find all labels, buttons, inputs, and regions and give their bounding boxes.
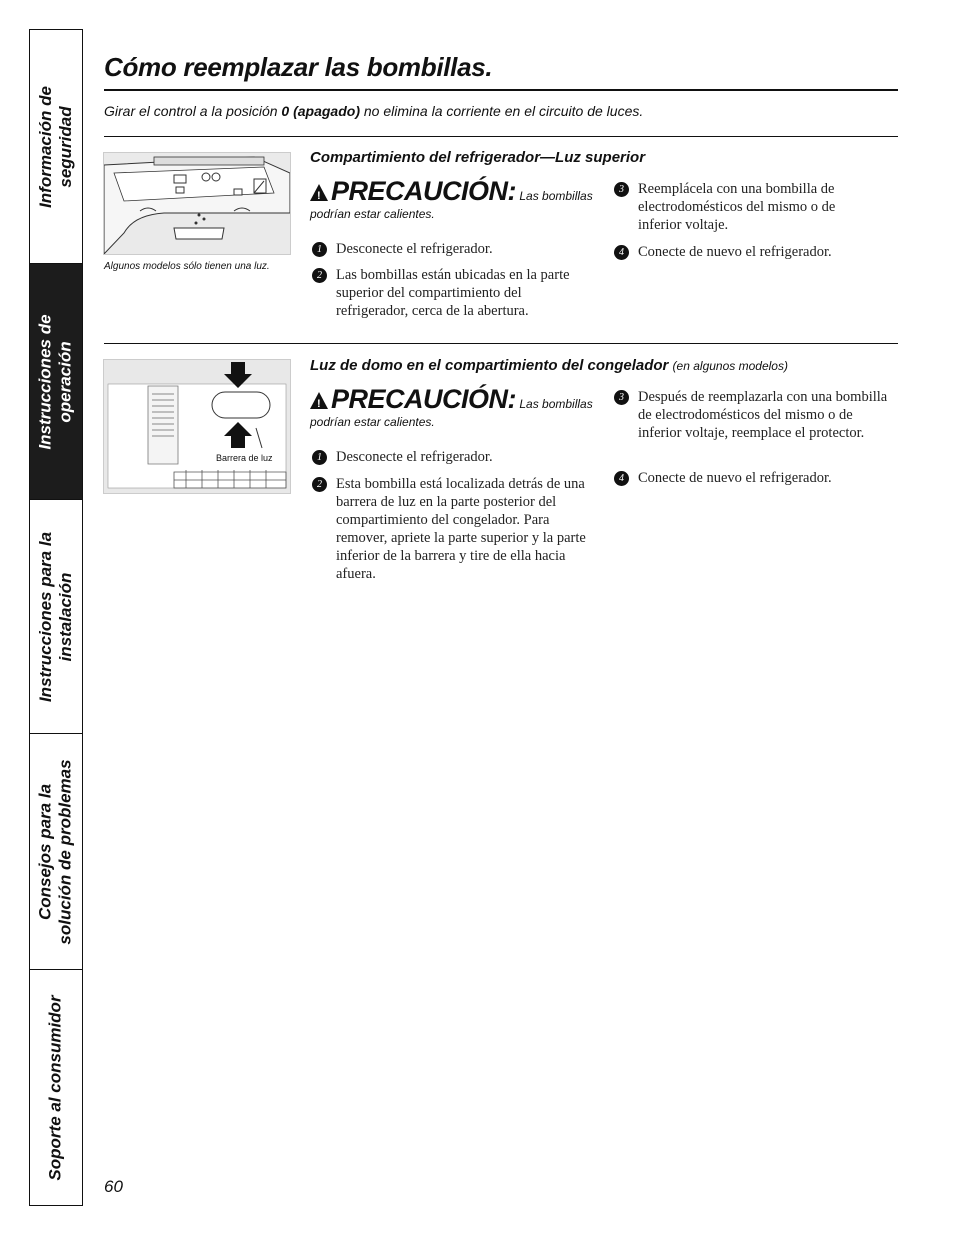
step-item <box>614 469 890 487</box>
warning-icon <box>310 184 328 201</box>
step-text: Conecte de nuevo el refrigerador. <box>638 244 832 260</box>
intro-before: Girar el control a la posición <box>104 103 282 119</box>
figure-caption: Algunos modelos sólo tienen una luz. <box>104 261 270 272</box>
intro-bold: 0 (apagado) <box>281 103 360 119</box>
step-number-icon: 1 <box>312 242 327 257</box>
caution-block <box>310 176 595 223</box>
tab-label-line: Instrucciones para la <box>36 531 56 702</box>
caution-word: PRECAUCIÓN: <box>331 384 517 414</box>
intro-after: no elimina la corriente en el circuito de luces. <box>360 103 644 119</box>
tab-label-line: solución de problemas <box>56 758 75 945</box>
title-rule <box>104 89 898 91</box>
step-text: Desconecte el refrigerador. <box>336 449 493 465</box>
step-item <box>614 243 872 261</box>
warning-icon <box>310 392 328 409</box>
tab-label <box>46 995 66 1180</box>
tab-soporte-consumidor[interactable] <box>30 970 82 1205</box>
caution-text: Las bombillas <box>519 397 593 411</box>
freezer-light-illustration <box>104 360 290 493</box>
caution-word: PRECAUCIÓN: <box>331 176 517 206</box>
freezer-dome-light-figure <box>103 359 291 494</box>
step-number-icon: 4 <box>614 245 629 260</box>
tab-label-line: Consejos para la <box>36 783 55 920</box>
step-item <box>614 180 872 234</box>
tab-label <box>36 86 76 208</box>
step-text: Las bombillas están ubicadas en la parte superior del compartimiento del refrigerador, cerca de la abertura. <box>336 267 570 319</box>
caution-block <box>310 384 595 431</box>
tab-label <box>36 314 76 449</box>
tab-instrucciones-instalacion[interactable] <box>30 500 82 734</box>
caution-text: podrían estar calientes. <box>310 415 435 429</box>
step-number-icon: 2 <box>312 477 327 492</box>
section-heading-text: Luz de domo en el compartimiento del congelador <box>310 357 669 374</box>
page-number: 60 <box>104 1177 123 1196</box>
section-divider <box>104 343 898 344</box>
step-number-icon: 3 <box>614 390 629 405</box>
step-number-icon: 4 <box>614 471 629 486</box>
side-tabs <box>29 29 83 1206</box>
step-text: Reemplácela con una bombilla de electrodomésticos del mismo o de inferior voltaje. <box>638 181 836 233</box>
tab-informacion-seguridad[interactable] <box>30 30 82 264</box>
caution-text: Las bombillas <box>519 189 593 203</box>
tab-label-line: Información de <box>36 85 56 208</box>
figure-label: Barrera de luz <box>216 453 273 463</box>
tab-instrucciones-operacion[interactable] <box>30 264 82 500</box>
tab-consejos-problemas[interactable] <box>30 734 82 970</box>
section-divider <box>104 136 898 137</box>
tab-label <box>36 531 76 701</box>
step-number-icon: 1 <box>312 450 327 465</box>
tab-label <box>36 759 76 944</box>
step-item <box>312 475 597 583</box>
section-heading-note: (en algunos modelos) <box>672 359 788 373</box>
page-title: Cómo reemplazar las bombillas. <box>104 52 493 82</box>
step-number-icon: 3 <box>614 182 629 197</box>
step-number-icon: 2 <box>312 268 327 283</box>
tab-label-line: Instrucciones de <box>36 313 56 450</box>
step-text: Desconecte el refrigerador. <box>336 241 493 257</box>
refrigerator-light-figure <box>103 152 291 255</box>
step-item <box>312 448 597 466</box>
refrigerator-ceiling-illustration <box>104 153 290 254</box>
step-text: Después de reemplazarla con una bombilla de electrodomésticos del mismo o de inferior voltaje, reemplace el protector. <box>638 389 888 441</box>
section-heading: Compartimiento del refrigerador—Luz superior <box>310 149 646 166</box>
step-item <box>614 388 890 442</box>
section-heading <box>310 357 788 374</box>
intro-text <box>104 103 643 119</box>
tab-label-line: instalación <box>56 572 76 661</box>
step-text: Conecte de nuevo el refrigerador. <box>638 470 832 486</box>
tab-label-line: seguridad <box>56 105 76 188</box>
step-text: Esta bombilla está localizada detrás de una barrera de luz en la parte posterior del compartimiento del congelador. Para remover, apriete la parte superior y la parte inferior de la barrera y tire de ella hacia afuera. <box>336 476 586 582</box>
step-item <box>312 266 587 320</box>
caution-text: podrían estar calientes. <box>310 207 435 221</box>
tab-label-line: Soporte al consumidor <box>46 994 66 1181</box>
step-item <box>312 240 587 258</box>
tab-label-line: operación <box>56 340 76 423</box>
